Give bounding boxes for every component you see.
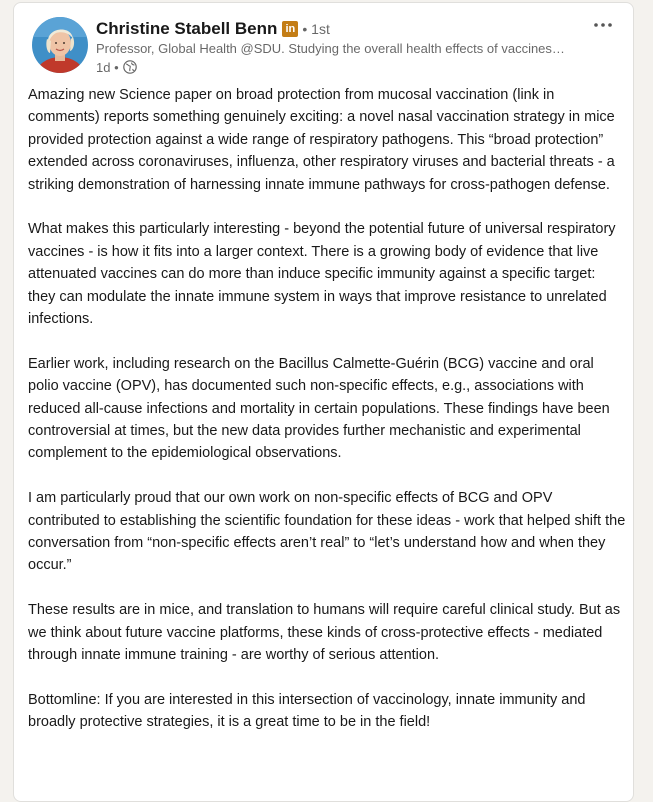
post-paragraph: What makes this particularly interesting - beyond the potential future of universal respiratory vaccines - is how it fits into a larger context. There is a growing body of evidence that live attenuated vaccines can do more than induce specific immunity against a specific target: they can modulate the innate immune system in ways that improve resistance to unrelated infections.	[28, 221, 616, 328]
connection-degree: • 1st	[302, 21, 330, 37]
post-paragraph: Amazing new Science paper on broad protection from mucosal vaccination (link in comments) reports something genuinely exciting: a novel nasal vaccination strategy in mice provided protection against a wide range of respiratory pathogens. This “broad protection” extended across coronaviruses, influenza, other respiratory viruses and bacterial threats - a striking demonstration of harnessing innate immune pathways for cross-pathogen defense.	[28, 87, 615, 193]
premium-badge-icon: in	[282, 21, 298, 37]
post-time: 1d •	[96, 59, 119, 75]
post-paragraph: Bottomline: If you are interested in this intersection of vaccinology, innate immunity and broadly protective strategies, it is a great time to be in the field!	[28, 691, 586, 731]
author-headline[interactable]: Professor, Global Health @SDU. Studying the overall health effects of vaccines…	[96, 41, 565, 56]
post-paragraph: These results are in mice, and translation to humans will require careful clinical study. But as we think about future vaccine platforms, these kinds of cross-protective effects - mediated through innate immune training - are worthy of serious attention.	[28, 602, 621, 664]
post-paragraph: I am particularly proud that our own work on non-specific effects of BCG and OPV contributed to establishing the scientific foundation for these ideas - work that helped shift the conversation from “non-specific effects aren’t real” to “let’s understand how and when they occur.”	[28, 490, 626, 574]
post-paragraph: Earlier work, including research on the Bacillus Calmette-Guérin (BCG) vaccine and oral polio vaccine (OPV), has documented such non-specific effects, e.g., associations with reduced all-cause infections and mortality in certain populations. These findings have been controversial at times, but the new data provides further mechanistic and experimental complement to the epidemiological observations.	[28, 355, 610, 462]
more-options-icon	[593, 22, 613, 28]
post-meta	[96, 59, 137, 75]
globe-icon	[123, 60, 137, 74]
avatar[interactable]	[32, 17, 88, 73]
post-body	[28, 84, 626, 756]
author-name-row	[96, 17, 330, 41]
more-options-button[interactable]	[591, 15, 615, 35]
author-name[interactable]: Christine Stabell Benn	[96, 19, 278, 38]
post-card	[13, 2, 634, 802]
